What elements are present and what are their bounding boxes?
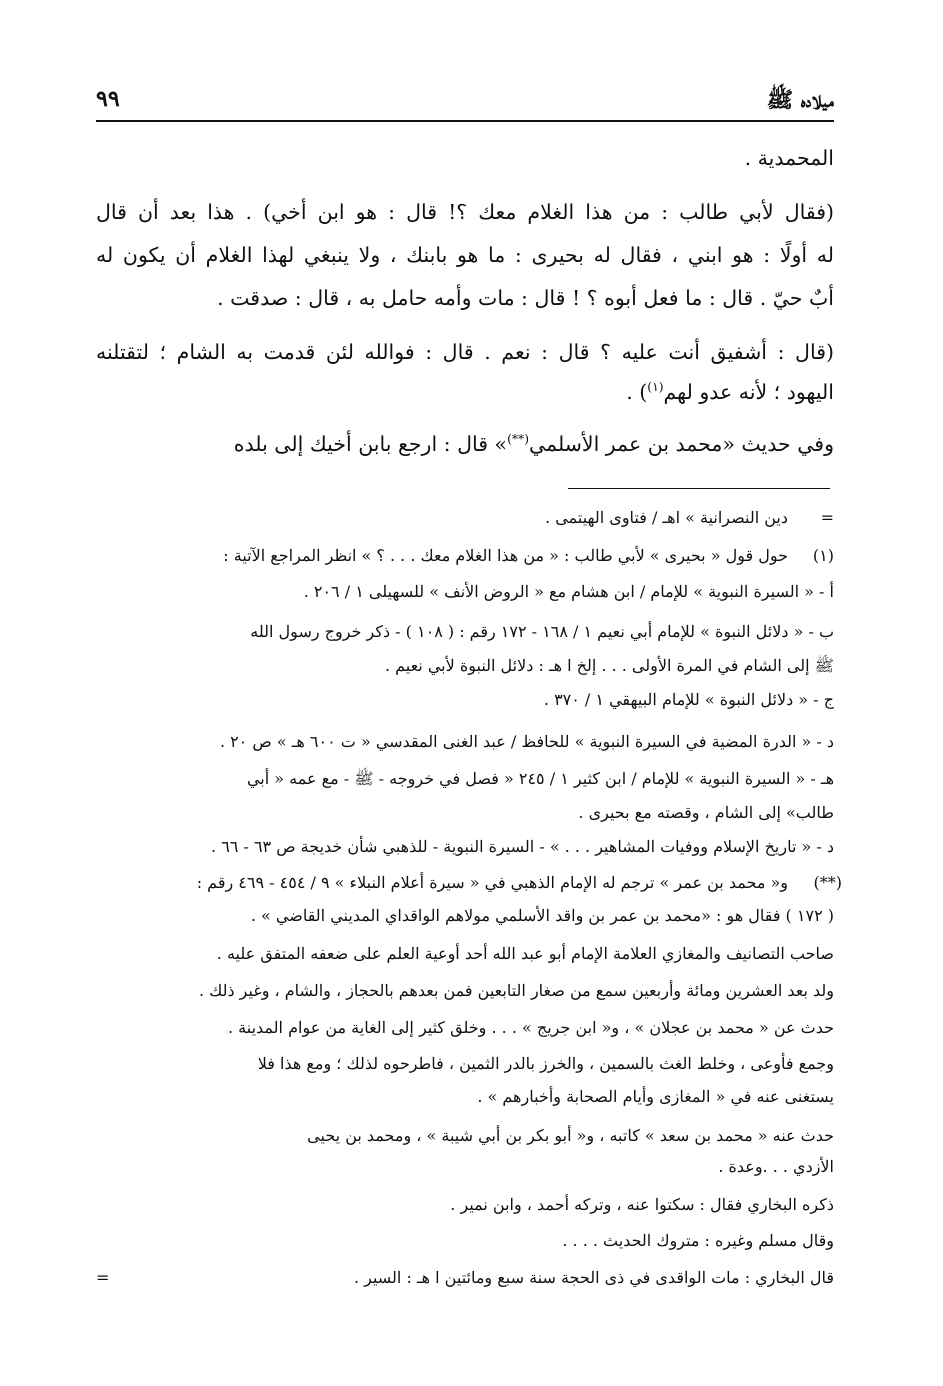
body-line: أبٌ حيّ . قال : ما فعل أبوه ؟ ! قال : مات وأمه حامل به ، قال : صدقت . bbox=[217, 286, 834, 310]
footnote-line: ج - « دلائل النبوة » للإمام البيهقي ١ / ٣٧٠ . bbox=[543, 690, 834, 709]
header-rule bbox=[96, 120, 834, 122]
body-line: (فقال لأبي طالب : من هذا الغلام معك ؟! قال : هو ابن أخي) . هذا بعد أن قال bbox=[96, 200, 834, 224]
footnote-1-marker: (١) bbox=[812, 546, 834, 565]
footnote-line: هـ - « السيرة النبوية » للإمام / ابن كثير ١ / ٢٤٥ « فصل في خروجه - ﷺ - مع عمه « أبي bbox=[246, 769, 834, 788]
footnote-line: حدث عنه « محمد بن سعد » كاتبه ، و« أبو بكر بن أبي شيبة » ، ومحمد بن يحيى bbox=[307, 1126, 834, 1145]
footnote-line: د - « الدرة المضية في السيرة النبوية » للحافظ / عبد الغنى المقدسي « ت ٦٠٠ هـ » ص ٢٠ . bbox=[219, 732, 834, 751]
footnote-line: صاحب التصانيف والمغازي العلامة الإمام أبو عبد الله أحد أوعية العلم على ضعفه المتفق عليه . bbox=[216, 944, 834, 963]
footnote-line: ( ١٧٢ ) فقال هو : «محمد بن عمر بن واقد الأسلمي مولاهم الواقداي المديني القاضي » . bbox=[250, 906, 834, 925]
chapter-title: ميلاده ﷺ bbox=[766, 87, 834, 113]
page-number: ٩٩ bbox=[96, 86, 120, 112]
footnote-line: الأزدي . . .وعدة . bbox=[718, 1157, 834, 1176]
footnote-1 bbox=[96, 546, 834, 565]
running-header bbox=[96, 78, 834, 120]
footnote-continuation bbox=[96, 508, 834, 527]
body-line bbox=[96, 432, 834, 456]
footnote-line: و« محمد بن عمر » ترجم له الإمام الذهبي في « سيرة أعلام النبلاء » ٩ / ٤٥٤ - ٤٦٩ رقم : bbox=[196, 873, 788, 892]
footnote-line: يستغنى عنه في « المغازى وأيام الصحابة وأخبارهم » . bbox=[477, 1087, 834, 1106]
footnote-line: ب - « دلائل النبوة » للإمام أبي نعيم ١ / ١٦٨ - ١٧٢ رقم : ( ١٠٨ ) - ذكر خروج رسول الله bbox=[250, 622, 834, 641]
body-line: المحمدية . bbox=[744, 146, 834, 170]
footnote-2-marker: (**) bbox=[813, 873, 842, 892]
footnote-line: طالب» إلى الشام ، وقصته مع بحيرى . bbox=[578, 803, 834, 822]
footnote-line: حول قول « بحيرى » لأبي طالب : « من هذا الغلام معك . . . ؟ » انظر المراجع الآتية : bbox=[223, 546, 788, 565]
footnote-line: ذكره البخاري فقال : سكتوا عنه ، وتركه أحمد ، وابن نمير . bbox=[450, 1195, 834, 1214]
footnote-rule bbox=[568, 488, 830, 489]
continues-mark: = bbox=[96, 1268, 110, 1287]
footnote-line: وجمع فأوعى ، وخلط الغث بالسمين ، والخرز بالدر الثمين ، فاطرحوه لذلك ؛ ومع هذا فلا bbox=[257, 1054, 834, 1073]
continuation-mark: = bbox=[820, 508, 834, 527]
footnote-ref-2: (**) bbox=[507, 432, 529, 447]
footnote-line: ﷺ إلى الشام في المرة الأولى . . . إلخ ا هـ : دلائل النبوة لأبي نعيم . bbox=[384, 656, 834, 675]
footnote-2 bbox=[96, 873, 842, 892]
body-text-segment: ) . bbox=[626, 380, 648, 404]
body-line bbox=[96, 380, 834, 404]
footnote-line: ولد بعد العشرين ومائة وأربعين سمع من صغار التابعين فمن بعدهم بالحجاز ، والشام ، وغير ذلك . bbox=[198, 981, 834, 1000]
footnote-line: قال البخاري : مات الواقدى في ذى الحجة سنة سبع ومائتين ا هـ : السير . bbox=[353, 1268, 834, 1287]
footnote-line: أ - « السيرة النبوية » للإمام / ابن هشام مع « الروض الأنف » للسهيلى ١ / ٢٠٦ . bbox=[303, 582, 834, 601]
body-text-segment: اليهود ؛ لأنه عدو لهم bbox=[663, 380, 834, 404]
footnote-line: حدث عن « محمد بن عجلان » ، و« ابن جريج » . . . وخلق كثير إلى الغاية من عوام المدينة . bbox=[228, 1018, 834, 1037]
body-text-segment: » قال : ارجع بابن أخيك إلى بلده bbox=[233, 432, 508, 456]
footnote-line: وقال مسلم وغيره : متروك الحديث . . . . bbox=[562, 1231, 834, 1250]
body-text-segment: وفي حديث «محمد بن عمر الأسلمي bbox=[529, 432, 834, 456]
body-line: (قال : أشفيق أنت عليه ؟ قال : نعم . قال : فوالله لئن قدمت به الشام ؛ لتقتلنه bbox=[96, 340, 834, 364]
body-line: له أولًا : هو ابني ، فقال له بحيرى : ما هو بابنك ، ولا ينبغي لهذا الغلام أن يكون له bbox=[96, 243, 834, 267]
footnote-line: د - « تاريخ الإسلام ووفيات المشاهير . . . » - السيرة النبوية - للذهبي شأن خديجة ص ٦٣ - ٦٦ . bbox=[211, 837, 834, 856]
footnote-line: دين النصرانية » اهـ / فتاوى الهيتمى . bbox=[545, 508, 788, 527]
footnote-ref-1: (١) bbox=[647, 380, 664, 395]
